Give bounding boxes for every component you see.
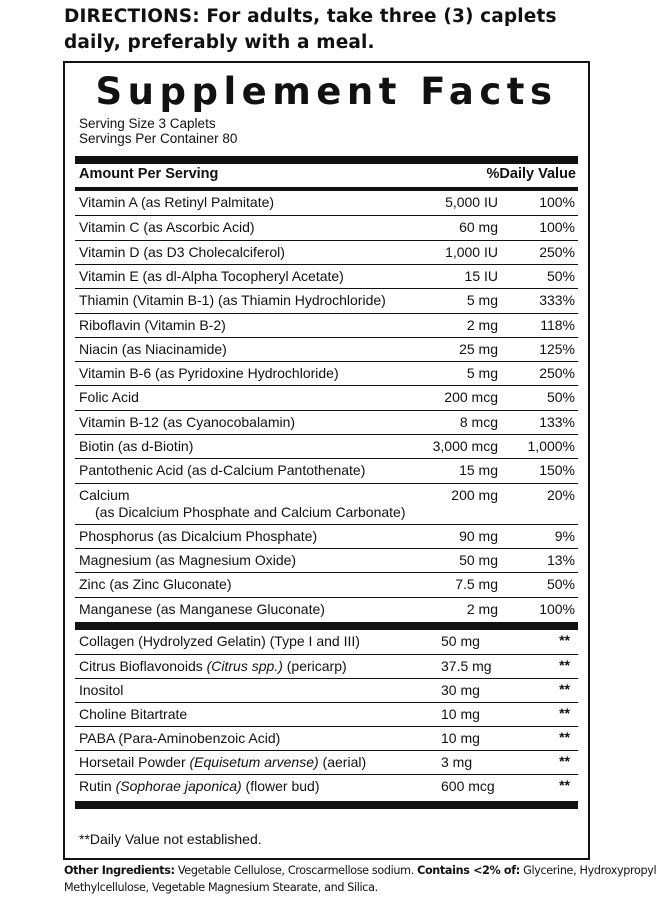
ingredient-name: PABA (Para-Aminobenzoic Acid) — [79, 730, 281, 747]
ingredient-name-suffix: (flower bud) — [241, 778, 320, 795]
contains-label: Contains <2% of: — [417, 864, 520, 877]
nutrient-amount: 7.5 mg — [455, 576, 498, 593]
nutrient-amount: 5 mg — [466, 365, 498, 382]
nutrient-name: Phosphorus (as Dicalcium Phosphate) — [79, 527, 318, 544]
nutrient-row — [75, 458, 578, 483]
panel-title: Supplement Facts — [95, 70, 558, 113]
other-ingredients-text: Vegetable Cellulose, Croscarmellose sodium. — [174, 864, 418, 877]
ingredient-name-prefix: Horsetail Powder — [79, 754, 190, 771]
ingredient-name: Collagen (Hydrolyzed Gelatin) (Type I and III) — [79, 632, 360, 649]
nutrient-source: (as Dicalcium Phosphate and Calcium Carbonate) — [95, 503, 406, 520]
nutrient-name: Vitamin B-12 (as Cyanocobalamin) — [79, 413, 296, 430]
nutrient-daily-value: 1,000% — [527, 438, 575, 454]
ingredient-amount: 30 mg — [441, 682, 480, 698]
nutrient-amount: 5 mg — [466, 292, 498, 309]
nutrient-row — [75, 240, 578, 265]
nutrient-amount: 200 mg — [451, 486, 498, 503]
nutrient-daily-value: 50% — [546, 267, 575, 284]
other-ingredients-label: Other Ingredients: — [64, 864, 175, 877]
nutrient-name: Vitamin D (as D3 Cholecalciferol) — [79, 243, 285, 260]
nutrient-name: Manganese (as Manganese Gluconate) — [79, 600, 325, 617]
other-ingredient-row — [75, 630, 578, 654]
nutrient-daily-value: 9% — [554, 527, 575, 544]
thick-divider-top — [75, 156, 578, 164]
nutrient-amount: 3,000 mcg — [432, 438, 498, 454]
nutrient-name: Folic Acid — [79, 389, 139, 406]
ingredient-latin-name: (Citrus spp.) — [206, 657, 283, 674]
ingredient-amount: 600 mcg — [441, 778, 495, 795]
daily-value-header: %Daily Value — [486, 166, 576, 182]
ingredient-daily-value: ** — [559, 656, 570, 673]
nutrient-name: Thiamin (Vitamin B-1) (as Thiamin Hydrochloride) — [79, 292, 386, 309]
ingredient-daily-value: ** — [559, 729, 570, 746]
nutrient-row — [75, 288, 578, 313]
nutrient-name: Vitamin A (as Retinyl Palmitate) — [79, 194, 275, 210]
directions-text: DIRECTIONS: For adults, take three (3) caplets daily, preferably with a meal. — [64, 6, 557, 53]
nutrient-row — [75, 524, 578, 549]
nutrient-amount: 8 mcg — [459, 413, 498, 430]
nutrient-name: Magnesium (as Magnesium Oxide) — [79, 551, 297, 568]
nutrient-name: Vitamin E (as dl-Alpha Tocopheryl Acetate) — [79, 267, 344, 284]
nutrient-name: Biotin (as d-Biotin) — [79, 438, 194, 454]
ingredient-name: Choline Bitartrate — [79, 706, 188, 723]
nutrient-row — [75, 597, 578, 622]
thick-divider-bottom — [75, 801, 578, 809]
nutrient-name: Calcium — [79, 486, 130, 503]
nutrient-daily-value: 100% — [539, 219, 575, 236]
nutrient-row — [75, 215, 578, 240]
nutrient-row — [75, 410, 578, 435]
nutrient-row — [75, 191, 578, 215]
nutrient-daily-value: 13% — [546, 551, 575, 568]
ingredient-daily-value: ** — [559, 705, 570, 722]
ingredient-name — [79, 754, 366, 770]
nutrient-amount: 15 IU — [464, 267, 498, 284]
nutrient-amount: 2 mg — [466, 316, 498, 333]
other-ingredient-row — [75, 774, 578, 799]
nutrient-amount: 2 mg — [466, 600, 498, 617]
nutrient-amount: 50 mg — [459, 551, 498, 568]
ingredient-name: Inositol — [79, 682, 124, 698]
nutrient-daily-value: 118% — [540, 316, 575, 333]
serving-info — [79, 116, 237, 146]
ingredient-amount: 37.5 mg — [441, 657, 492, 674]
nutrient-row — [75, 337, 578, 362]
ingredient-name — [79, 778, 319, 794]
other-ingredient-row — [75, 726, 578, 751]
contains-text: Glycerine, Hydroxypropyl Methylcellulose, Vegetable Magnesium Stearate, and Silica. — [64, 864, 657, 894]
other-ingredient-row — [75, 702, 578, 727]
nutrient-amount: 25 mg — [459, 340, 498, 357]
nutrient-amount: 90 mg — [459, 527, 498, 544]
ingredient-name-prefix: Citrus Bioflavonoids — [79, 657, 207, 674]
nutrient-name: Niacin (as Niacinamide) — [79, 340, 227, 357]
nutrient-row — [75, 483, 578, 525]
footnote: **Daily Value not established. — [79, 831, 262, 847]
ingredient-name-prefix: Rutin — [79, 778, 116, 795]
nutrient-row — [75, 361, 578, 386]
nutrient-daily-value: 50% — [546, 389, 575, 406]
nutrient-name: Vitamin B-6 (as Pyridoxine Hydrochloride) — [79, 365, 339, 382]
nutrient-daily-value: 333% — [539, 292, 575, 309]
nutrient-daily-value: 125% — [539, 340, 575, 357]
nutrient-amount: 200 mcg — [444, 389, 498, 406]
nutrient-name: Riboflavin (Vitamin B-2) — [79, 316, 226, 333]
nutrient-row — [75, 434, 578, 459]
serving-size: Serving Size 3 Caplets — [79, 116, 216, 131]
nutrient-row — [75, 385, 578, 410]
nutrient-name: Zinc (as Zinc Gluconate) — [79, 576, 232, 593]
other-ingredient-row — [75, 750, 578, 775]
nutrient-daily-value: 150% — [539, 462, 575, 479]
nutrient-row — [75, 548, 578, 573]
nutrient-name: Vitamin C (as Ascorbic Acid) — [79, 219, 255, 236]
servings-per-container: Servings Per Container 80 — [79, 131, 238, 146]
nutrient-daily-value: 50% — [546, 576, 575, 593]
ingredient-amount: 10 mg — [441, 706, 480, 723]
nutrient-daily-value: 20% — [546, 486, 575, 503]
other-ingredient-row — [75, 654, 578, 679]
ingredient-daily-value: ** — [559, 631, 570, 648]
ingredient-daily-value: ** — [559, 753, 570, 770]
nutrient-row — [75, 572, 578, 597]
nutrient-daily-value: 100% — [539, 600, 575, 617]
nutrient-daily-value: 250% — [539, 243, 575, 260]
column-header — [79, 166, 576, 182]
ingredient-amount: 50 mg — [441, 632, 480, 649]
nutrient-row — [75, 313, 578, 338]
nutrient-amount: 5,000 IU — [445, 194, 498, 210]
nutrient-daily-value: 100% — [539, 194, 575, 210]
ingredient-amount: 3 mg — [441, 754, 473, 771]
ingredient-name — [79, 658, 347, 674]
supplement-facts-panel — [63, 61, 590, 860]
other-ingredient-row — [75, 678, 578, 703]
ingredient-name-suffix: (pericarp) — [282, 657, 347, 674]
nutrient-row — [75, 264, 578, 289]
ingredient-amount: 10 mg — [441, 730, 480, 747]
ingredient-daily-value: ** — [559, 777, 570, 794]
nutrient-name: Pantothenic Acid (as d-Calcium Pantothenate) — [79, 462, 366, 479]
amount-per-serving-header: Amount Per Serving — [79, 166, 219, 182]
ingredient-latin-name: (Sophorae japonica) — [115, 778, 242, 795]
nutrient-amount: 1,000 IU — [445, 243, 498, 260]
nutrient-daily-value: 133% — [539, 413, 575, 430]
thick-divider-middle — [75, 622, 578, 630]
ingredient-daily-value: ** — [559, 681, 570, 697]
nutrient-amount: 15 mg — [459, 462, 498, 479]
ingredient-name-suffix: (aerial) — [318, 754, 367, 771]
nutrient-amount: 60 mg — [459, 219, 498, 236]
ingredient-latin-name: (Equisetum arvense) — [189, 754, 319, 771]
nutrient-daily-value: 250% — [539, 365, 575, 382]
other-ingredients — [64, 862, 660, 896]
